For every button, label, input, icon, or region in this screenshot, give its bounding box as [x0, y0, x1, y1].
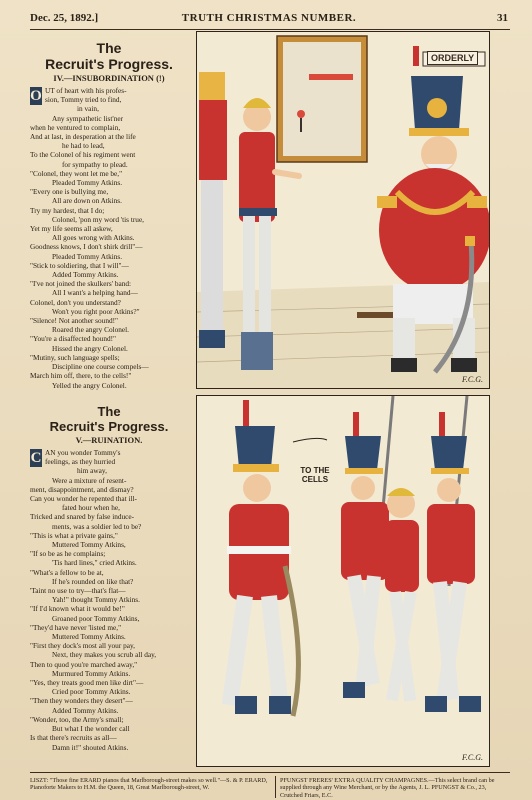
verse-line: "This is what a private gains," [30, 530, 118, 540]
erard-advert: LISZT: "Those fine ERARD pianos that Marlborough-street makes so well."—S. & P. ERARD, Pianoforte Makers to H.M. the Queen, 18, Great Marlborough-street, W. [30, 777, 268, 792]
verse-line: "If I'd known what it would be!" [30, 604, 125, 614]
verse-line: 'Taint no use to try—that's flat— [30, 586, 126, 596]
pfungst-advert: PFUNGST FRERES' EXTRA QUALITY CHAMPAGNES.—This select brand can be supplied through any Wine Merchant, or by the Agents, J. L. PFUNGST & Co., 23, Crutched Friars, E.C. [280, 777, 495, 799]
ruination-drawing [197, 396, 489, 766]
part4-title-b: Recruit's Progress. [45, 56, 173, 72]
footer-rule [30, 772, 510, 773]
part4-verse [30, 169, 188, 390]
verse-line: Goodness knows, I don't shirk drill"— [30, 242, 143, 252]
verse-line: Added Tommy Atkins. [52, 270, 119, 280]
verse-line: Added Tommy Atkins. [52, 705, 119, 715]
insubordination-drawing [197, 32, 489, 388]
verse-line: Pleaded Tommy Atkins. [52, 178, 123, 188]
verse-line: "If so be as he complains; [30, 549, 106, 559]
part4-dropcap: O [30, 88, 42, 104]
verse-line: Muttered Tommy Atkins. [52, 632, 126, 642]
verse-line: All I want's a helping hand— [52, 288, 138, 298]
verse-line: Yelled the angry Colonel. [52, 380, 127, 390]
intro-line: Any sympathetic list'ner [52, 113, 124, 123]
artist-signature-top: F.C.G. [462, 375, 483, 384]
footer-divider [275, 776, 276, 798]
intro-line: To the Colonel of his regiment went [30, 150, 136, 160]
verse-line: Won't you right poor Atkins?" [52, 306, 140, 316]
intro-line: when he ventured to complain, [30, 122, 121, 132]
verse-line: "They'd have never 'listed me," [30, 622, 122, 632]
intro-line: ment, disappointment, and dismay? [30, 484, 134, 494]
verse-line: Yet my life seems all askew, [30, 224, 113, 234]
verse-line: All goes wrong with Atkins. [52, 233, 135, 243]
verse-line: Muttered Tommy Atkins, [52, 540, 126, 550]
verse-line: Pleaded Tommy Atkins. [52, 251, 123, 261]
advertisements-footer [30, 776, 508, 798]
verse-line: "First they dock's most all your pay, [30, 641, 135, 651]
verse-line: "I've not joined the skulkers' band: [30, 279, 132, 289]
part5-verse [30, 531, 188, 752]
verse-line: Yah!" thought Tommy Atkins. [52, 595, 140, 605]
part5-dropcap: C [30, 450, 42, 466]
verse-line: Next, they makes you scrub all day, [52, 650, 157, 660]
verse-line: "Silence! Not another sound!" [30, 316, 119, 326]
orderly-sign: ORDERLY [427, 51, 478, 65]
part5-title-b: Recruit's Progress. [49, 419, 169, 434]
verse-line: All are down on Atkins. [52, 196, 122, 206]
artist-signature-bottom: F.C.G. [462, 753, 483, 762]
verse-line: "You're a disaffected hound!" [30, 334, 117, 344]
illustration-insubordination [196, 31, 490, 389]
verse-line: Is that there's recruits as all— [30, 733, 117, 743]
intro-line: Can you wonder he repented that ill- [30, 494, 137, 504]
verse-line: Murmured Tommy Atkins. [52, 668, 131, 678]
verse-line: Colonel, don't you understand? [30, 297, 121, 307]
speech-bubble-to-the-cells: TO THE CELLS [300, 466, 330, 484]
verse-line: Colonel, 'pon my word 'tis true, [52, 214, 145, 224]
intro-line: UT of heart with his profes- [45, 86, 127, 95]
verse-line: "Stick to soldiering, that I will"— [30, 260, 129, 270]
part5-title-a: The [97, 404, 121, 419]
verse-line: "Then they wonders they desert"— [30, 696, 133, 706]
page-header [30, 10, 508, 28]
intro-line: feelings, as they hurried [45, 457, 116, 467]
verse-line: If he's rounded on like that? [52, 576, 134, 586]
verse-line: "Colonel, they wont let me be," [30, 168, 123, 178]
verse-line: Roared the angry Colonel. [52, 325, 130, 335]
verse-line: "Wonder, too, the Army's small; [30, 714, 124, 724]
intro-line: he had to lead, [62, 141, 105, 151]
intro-line: AN you wonder Tommy's [45, 448, 121, 457]
issue-date: Dec. 25, 1892.] [30, 12, 99, 24]
illustration-ruination [196, 395, 490, 767]
verse-line: "Every one is bullying me, [30, 187, 109, 197]
verse-line: Try my hardest, that I do; [30, 205, 105, 215]
verse-line: March him off, there, to the cells!" [30, 371, 132, 381]
verse-line: Then to quod you're marched away," [30, 659, 138, 669]
intro-line: sion, Tommy tried to find, [45, 95, 122, 105]
verse-line: 'Tis hard lines," cried Atkins. [52, 558, 137, 568]
intro-line: And at last, in desperation at the life [30, 132, 136, 142]
intro-line: him away, [77, 466, 107, 476]
part4-title-a: The [96, 40, 122, 56]
verse-line: But what I the wonder call [52, 724, 130, 734]
verse-line: "Yes, they treats good men like dirt"— [30, 678, 144, 688]
verse-line: Cried poor Tommy Atkins. [52, 687, 131, 697]
part5-subtitle: V.—RUINATION. [75, 435, 143, 445]
part4-column [30, 40, 188, 390]
verse-line: Groaned poor Tommy Atkins, [52, 613, 140, 623]
verse-line: Damn it!" shouted Atkins. [52, 742, 129, 752]
page-number: 31 [497, 12, 508, 24]
part4-intro [30, 86, 188, 169]
intro-line: Were a mixture of resent- [52, 475, 127, 485]
intro-line: in vain, [77, 104, 99, 114]
verse-line: "What's a fellow to be at, [30, 567, 104, 577]
intro-line: for sympathy to plead. [62, 159, 128, 169]
intro-line: Tricked and snared by false induce- [30, 512, 135, 522]
verse-line: Discipline one course compels— [52, 362, 149, 372]
header-rule [30, 29, 510, 30]
part5-column [30, 404, 188, 752]
part5-intro [30, 448, 188, 531]
intro-line: fated hour when he, [62, 503, 120, 513]
part4-subtitle: IV.—INSUBORDINATION (!) [53, 73, 165, 83]
verse-line: "Mutiny, such language spells; [30, 352, 120, 362]
intro-line: ments, was a soldier led to be? [52, 521, 142, 531]
publication-title: TRUTH CHRISTMAS NUMBER. [181, 12, 357, 24]
verse-line: Hissed the angry Colonel. [52, 343, 128, 353]
